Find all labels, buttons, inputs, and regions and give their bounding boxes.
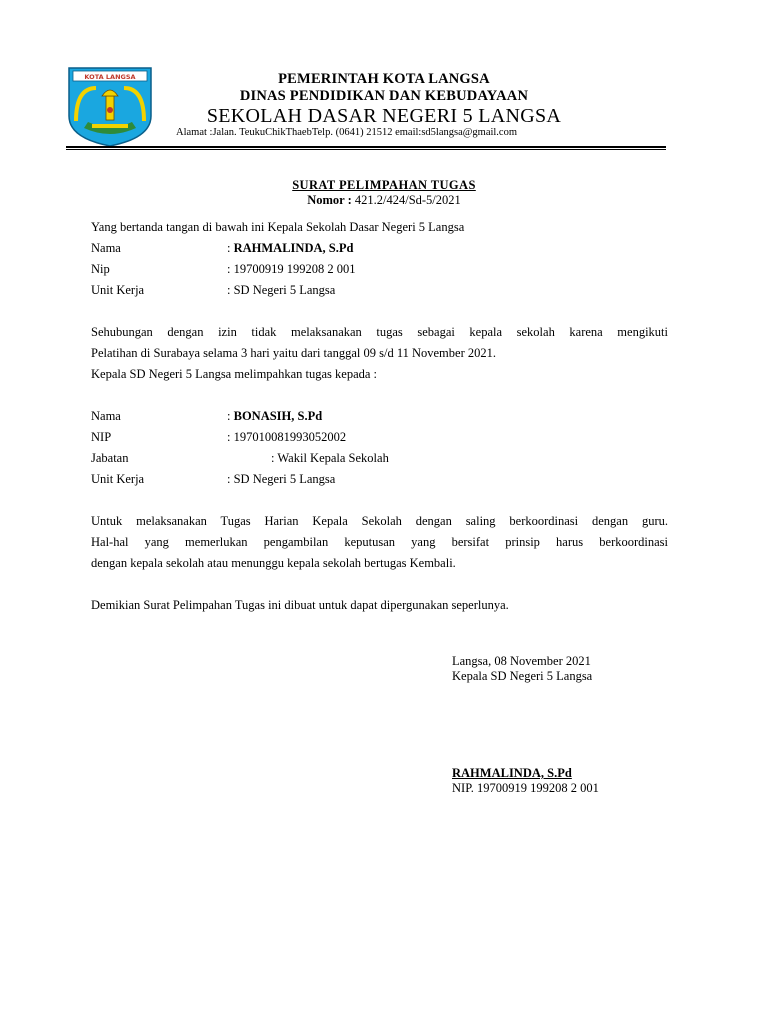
delegate-unit-label: Unit Kerja [91, 472, 145, 486]
separator: : [227, 283, 234, 297]
letter-title: SURAT PELIMPAHAN TUGAS [292, 178, 476, 192]
header-address: Alamat :Jalan. TeukuChikThaebTelp. (0641) 21512 email:sd5langsa@gmail.com [176, 127, 518, 138]
separator: : [227, 409, 234, 423]
para2-line3: dengan kepala sekolah atau menunggu kepala sekolah bertugas Kembali. [91, 556, 456, 570]
delegate-position: Wakil Kepala Sekolah [277, 451, 389, 465]
header-divider-thick [66, 146, 666, 148]
header-divider-thin [66, 149, 666, 150]
header-school-name: SEKOLAH DASAR NEGERI 5 LANGSA [206, 105, 562, 127]
separator: : [271, 451, 278, 465]
signer-nip-value [227, 262, 355, 277]
signature-nip: NIP. 19700919 199208 2 001 [452, 781, 599, 795]
delegate-nip: 197010081993052002 [233, 430, 347, 444]
letter-number-value: 421.2/424/Sd-5/2021 [351, 193, 461, 207]
separator: : [227, 472, 234, 486]
delegate-unit: SD Negeri 5 Langsa [233, 472, 336, 486]
signer-unit: SD Negeri 5 Langsa [233, 283, 336, 297]
signature-name: RAHMALINDA, S.Pd [452, 766, 572, 780]
delegate-position-label: Jabatan [91, 451, 129, 465]
separator: : [227, 262, 234, 276]
letter-number [90, 193, 678, 208]
para2-line2: Hal-hal yang memerlukan pengambilan keputusan yang bersifat prinsip harus berkoordinasi [91, 535, 668, 549]
header-government: PEMERINTAH KOTA LANGSA [278, 71, 490, 87]
signer-position: Kepala SD Negeri 5 Langsa [452, 669, 593, 683]
delegate-nip-value [227, 430, 346, 445]
header-department: DINAS PENDIDIKAN DAN KEBUDAYAAN [239, 88, 529, 104]
signer-name-label: Nama [91, 241, 121, 255]
place-date: Langsa, 08 November 2021 [452, 654, 591, 668]
signer-name-value [227, 241, 353, 256]
intro-text: Yang bertanda tangan di bawah ini Kepala Sekolah Dasar Negeri 5 Langsa [91, 220, 465, 234]
signer-unit-label: Unit Kerja [91, 283, 145, 297]
para1-line2: Pelatihan di Surabaya selama 3 hari yaitu dari tanggal 09 s/d 11 November 2021. [91, 346, 496, 360]
delegate-name-label: Nama [91, 409, 121, 423]
delegate-name-value [227, 409, 322, 424]
para1-line1: Sehubungan dengan izin tidak melaksanakan tugas sebagai kepala sekolah karena mengikuti [91, 325, 668, 339]
separator: : [227, 430, 234, 444]
signer-unit-value [227, 283, 335, 298]
para1-line3: Kepala SD Negeri 5 Langsa melimpahkan tugas kepada : [91, 367, 378, 381]
para2-line1: Untuk melaksanakan Tugas Harian Kepala Sekolah dengan saling berkoordinasi dengan guru. [91, 514, 668, 528]
signer-nip-label: Nip [91, 262, 110, 276]
letter-number-label: Nomor : [307, 193, 352, 207]
logo-text: KOTA LANGSA [84, 73, 136, 81]
delegate-nip-label: NIP [91, 430, 112, 444]
delegate-position-value [271, 451, 389, 466]
delegate-unit-value [227, 472, 335, 487]
delegate-name: BONASIH, S.Pd [233, 409, 323, 423]
signer-nip: 19700919 199208 2 001 [233, 262, 356, 276]
signer-name: RAHMALINDA, S.Pd [233, 241, 354, 255]
separator: : [227, 241, 234, 255]
closing-text: Demikian Surat Pelimpahan Tugas ini dibuat untuk dapat dipergunakan seperlunya. [91, 598, 509, 612]
